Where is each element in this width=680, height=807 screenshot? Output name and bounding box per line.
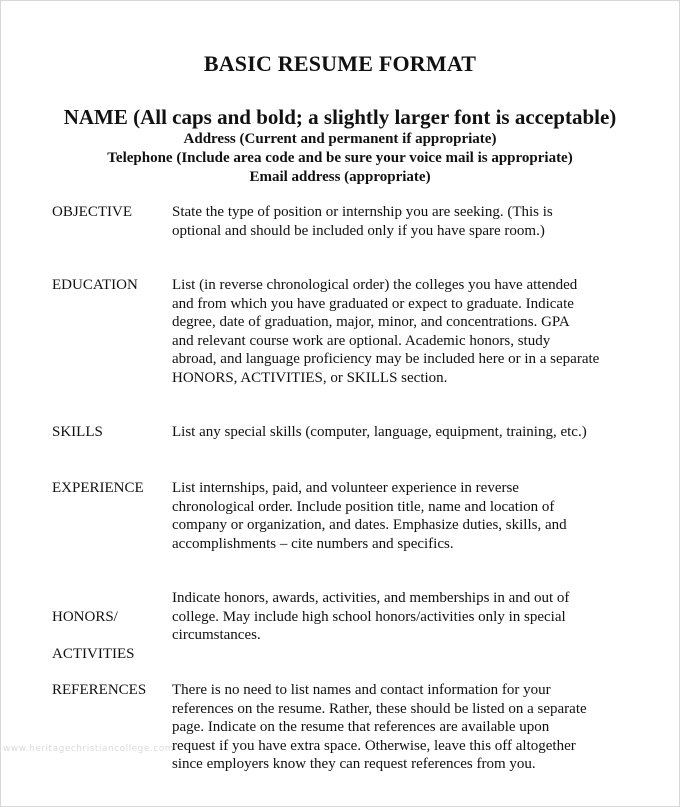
email-line: Email address (appropriate) [249,169,431,185]
body-line: references on the resume. Rather, these should be listed on a separate [172,700,587,717]
section-label: REFERENCES [52,682,147,698]
body-line: degree, date of graduation, major, minor, and concentrations. GPA [172,314,570,330]
section-label: EDUCATION [52,277,138,293]
section-body [172,423,642,442]
section-body [172,681,642,774]
section-label: SKILLS [52,424,103,440]
body-line: Indicate honors, awards, activities, and memberships in and out of [172,590,570,606]
body-line: chronological order. Include position title, name and location of [172,498,555,515]
body-line: List internships, paid, and volunteer experience in reverse [172,480,519,496]
section-body [172,589,642,645]
section-label-line: HONORS/ [52,608,118,625]
body-line: circumstances. [172,627,261,643]
body-line: abroad, and language proficiency may be included here or in a separate [172,351,600,367]
section-label-line: ACTIVITIES [52,645,135,662]
body-line: State the type of position or internship you are seeking. (This is [172,204,553,220]
body-line: accomplishments – cite numbers and specifics. [172,535,454,552]
section-body [172,203,642,240]
body-line: List (in reverse chronological order) the colleges you have attended [172,277,578,293]
body-line: optional and should be included only if you have spare room.) [172,222,545,239]
body-line: and from which you have graduated or expect to graduate. Indicate [172,295,574,312]
body-line: college. May include high school honors/activities only in special [172,608,566,625]
name-line: NAME (All caps and bold; a slightly larger font is acceptable) [63,105,617,129]
section-label: OBJECTIVE [52,204,132,220]
body-line: HONORS, ACTIVITIES, or SKILLS section. [172,369,448,386]
body-line: company or organization, and dates. Emphasize duties, skills, and [172,517,567,533]
page-title: BASIC RESUME FORMAT [203,51,477,76]
telephone-line: Telephone (Include area code and be sure your voice mail is appropriate) [107,150,573,166]
section-body [172,479,642,553]
body-line: since employers know they can request references from you. [172,756,536,772]
address-line: Address (Current and permanent if appropriate) [183,131,497,147]
section-label: EXPERIENCE [52,480,144,496]
body-line: and relevant course work are optional. Academic honors, study [172,332,551,349]
section-label [52,589,167,682]
body-line: request if you have extra space. Otherwise, leave this off altogether [172,737,576,754]
body-line: There is no need to list names and contact information for your [172,682,551,698]
contact-header [1,105,679,187]
section-body [172,276,642,387]
body-line: List any special skills (computer, language, equipment, training, etc.) [172,424,587,440]
watermark-text: www.heritagechristiancollege.com [3,744,174,754]
body-line: page. Indicate on the resume that references are available upon [172,719,550,735]
